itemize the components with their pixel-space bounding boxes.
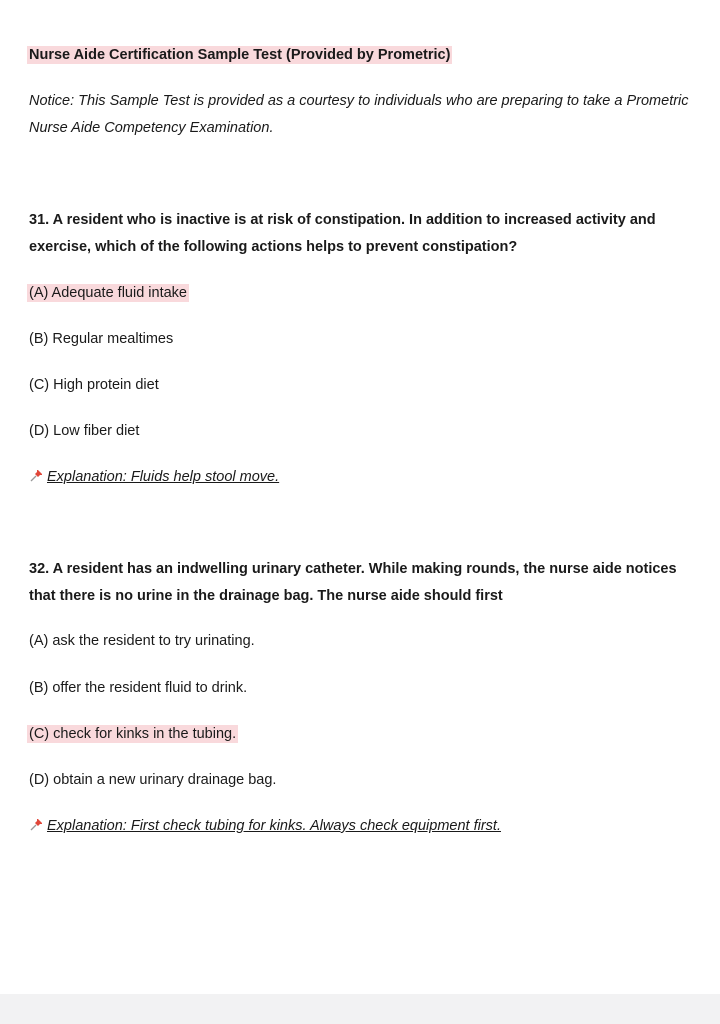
pushpin-icon: [29, 813, 45, 840]
question-31-option-d: (D) Low fiber diet: [29, 423, 140, 439]
question-32-option-c: [29, 721, 238, 748]
question-32-explanation: [29, 813, 501, 840]
pushpin-icon: [29, 464, 45, 491]
document-title: [29, 42, 452, 69]
question-32-option-a: (A) ask the resident to try urinating.: [29, 633, 255, 649]
correct-answer-highlight: (C) check for kinks in the tubing.: [29, 726, 237, 742]
explanation-text: Explanation: Fluids help stool move.: [47, 469, 280, 485]
explanation-text: Explanation: First check tubing for kinks. Always check equipment first.: [47, 818, 501, 834]
question-32-option-d: (D) obtain a new urinary drainage bag.: [29, 772, 277, 788]
question-31-text: 31. A resident who is inactive is at risk of constipation. In addition to increased activity and exercise, which of the following actions helps to prevent constipation?: [29, 212, 656, 255]
question-31-option-a: [29, 280, 189, 307]
correct-answer-highlight: (A) Adequate fluid intake: [29, 285, 187, 301]
question-31-option-c: (C) High protein diet: [29, 377, 159, 393]
notice-text: Notice: This Sample Test is provided as a courtesy to individuals who are preparing to take a Prometric Nurse Aide Competency Examination.: [29, 93, 689, 136]
question-32-text: 32. A resident has an indwelling urinary catheter. While making rounds, the nurse aide notices that there is no urine in the drainage bag. The nurse aide should first: [29, 561, 677, 604]
question-32-option-b: (B) offer the resident fluid to drink.: [29, 680, 248, 696]
title-highlight: Nurse Aide Certification Sample Test (Provided by Prometric): [29, 47, 451, 63]
question-31-option-b: (B) Regular mealtimes: [29, 331, 174, 347]
question-31-explanation: [29, 464, 279, 491]
bottom-toolbar-area: [0, 994, 720, 1024]
